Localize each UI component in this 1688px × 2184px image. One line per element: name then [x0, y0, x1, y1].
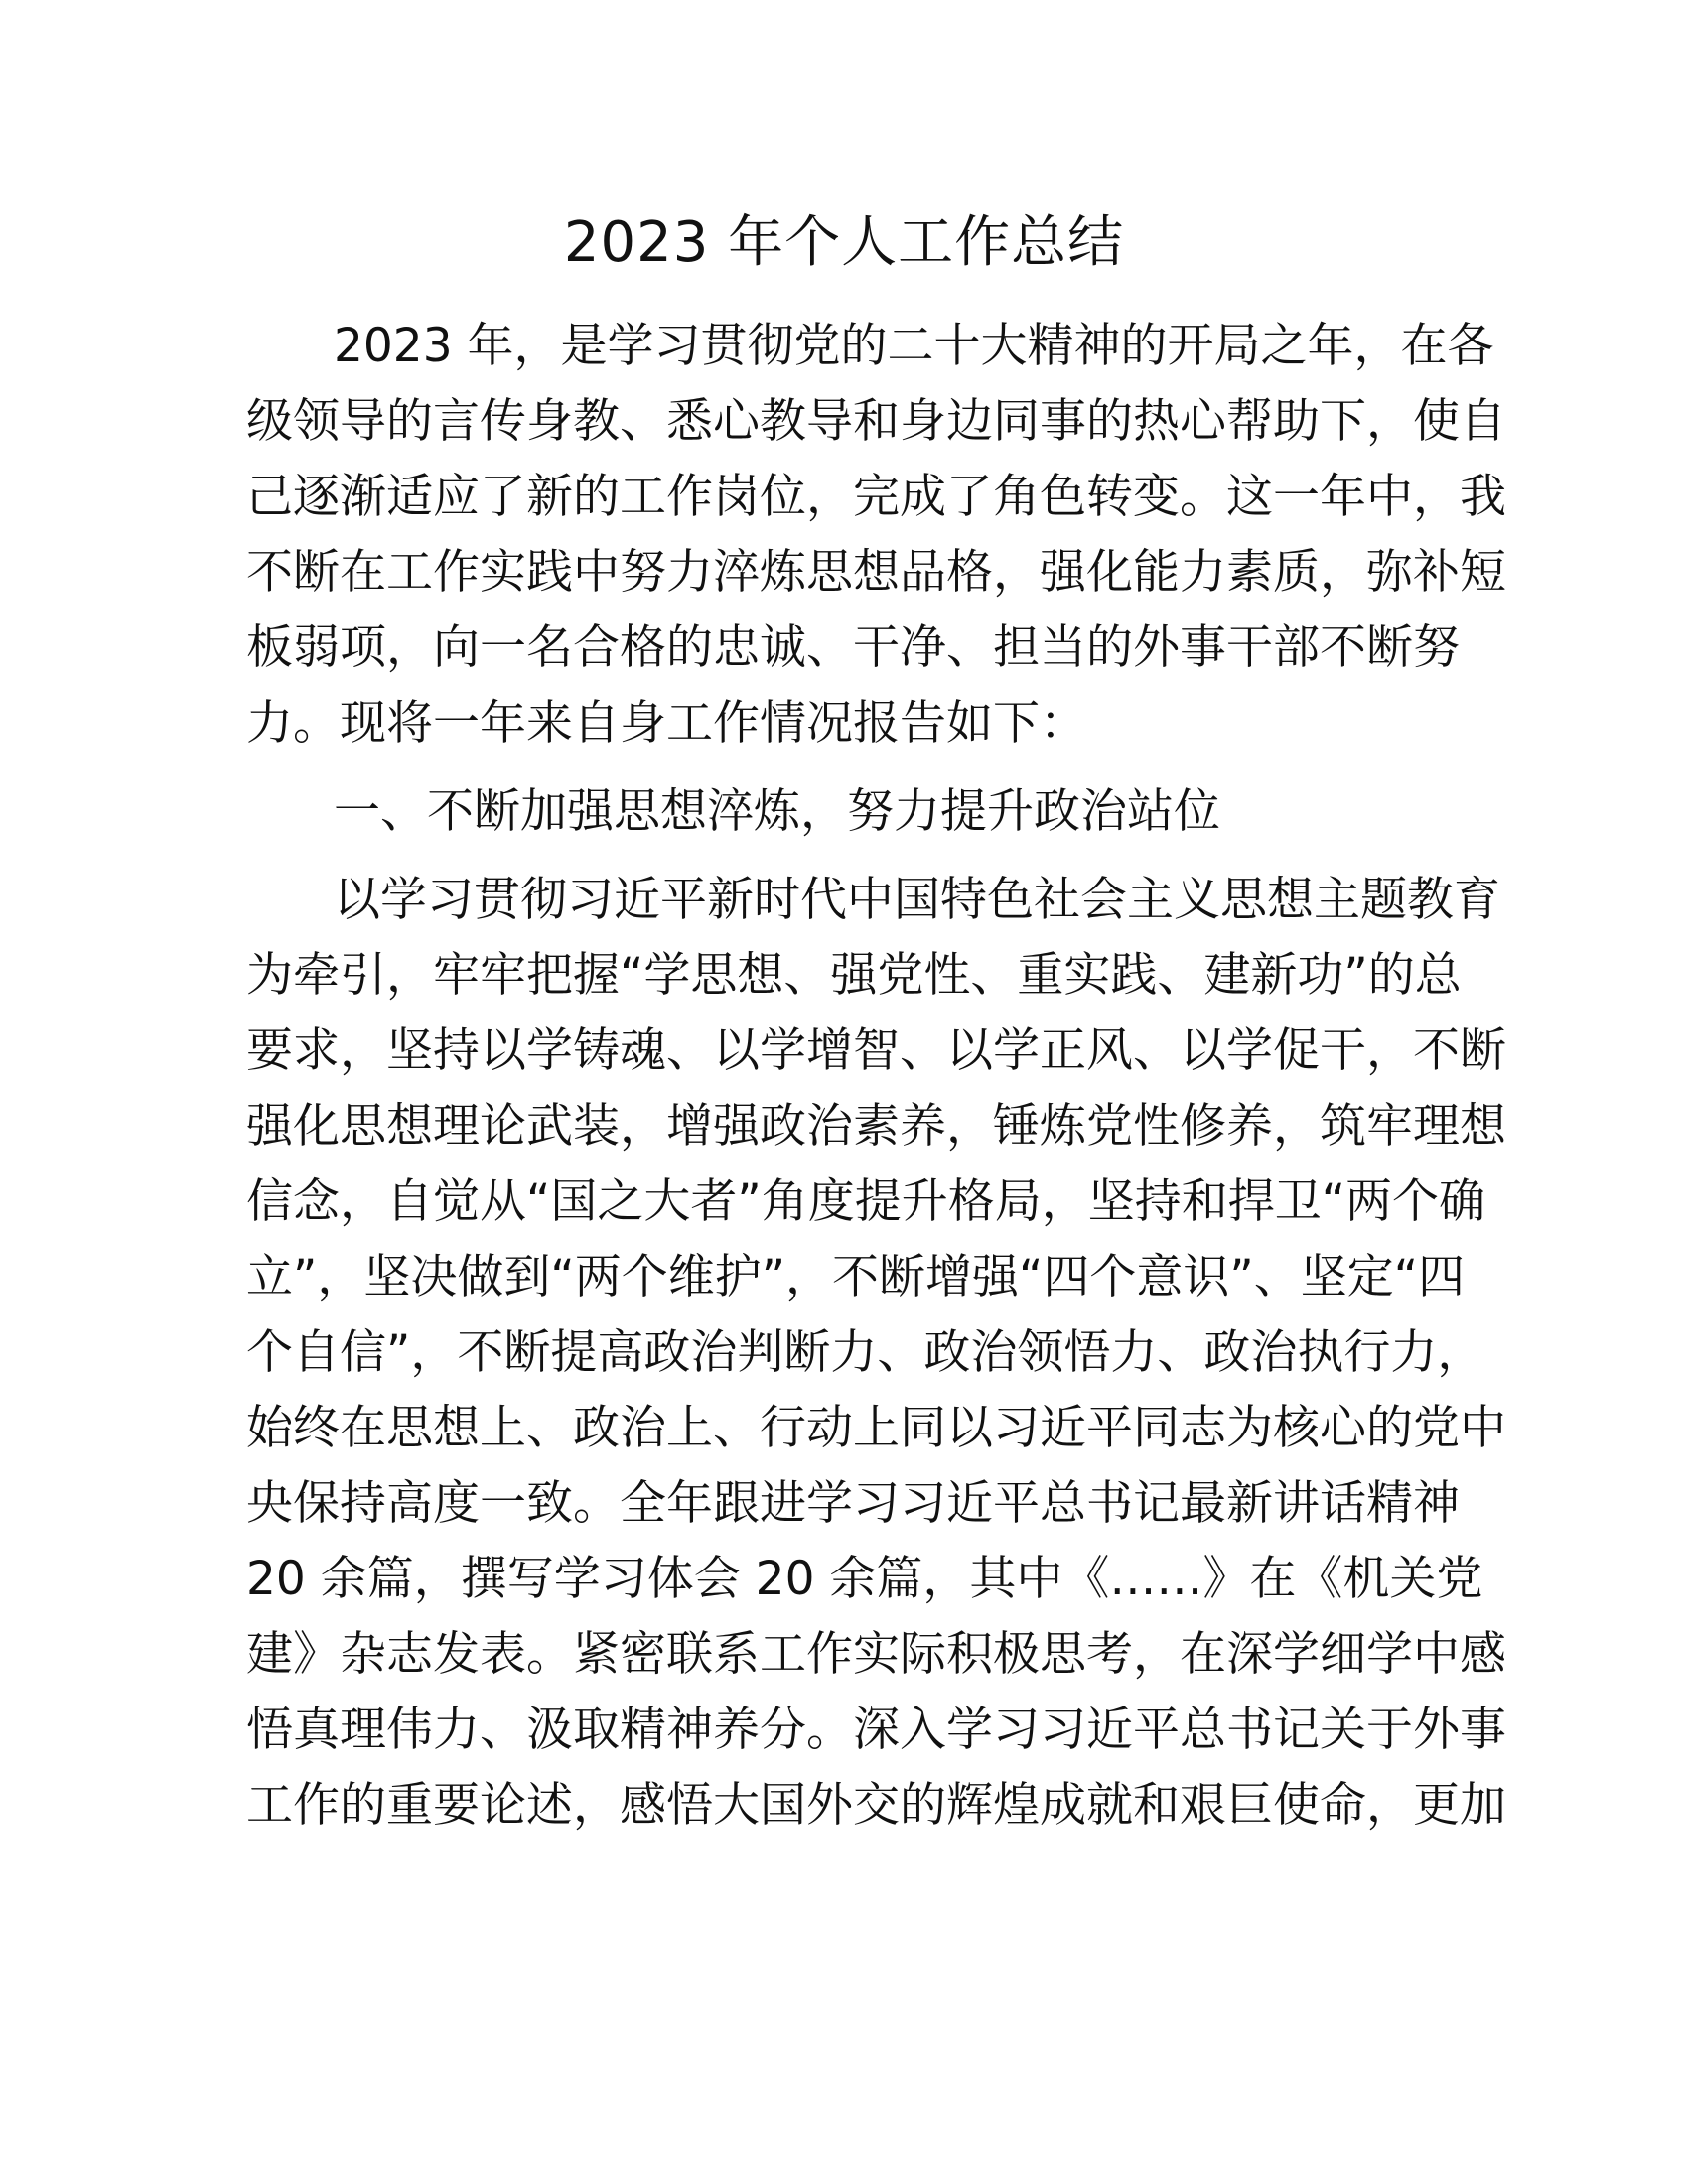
text-line: 始终在思想上、政治上、行动上同以习近平同志为核心的党中	[246, 1401, 1506, 1455]
text-line: 央保持高度一致。全年跟进学习习近平总书记最新讲话精神	[246, 1476, 1460, 1531]
text-line: 个自信”，不断提高政治判断力、政治领悟力、政治执行力，	[246, 1325, 1484, 1380]
text-line: 为牵引，牢牢把握“学思想、强党性、重实践、建新功”的总	[246, 948, 1462, 1003]
text-line: 20 余篇，撰写学习体会 20 余篇，其中《……》在《机关党	[246, 1552, 1483, 1606]
text-line: 力。现将一年来自身工作情况报告如下：	[246, 696, 1086, 751]
text-line: 建》杂志发表。紧密联系工作实际积极思考，在深学细学中感	[246, 1627, 1506, 1682]
text-line: 2023 年，是学习贯彻党的二十大精神的开局之年，在各	[334, 319, 1494, 373]
document-title: 2023 年个人工作总结	[563, 210, 1125, 275]
text-line: 级领导的言传身教、悉心教导和身边同事的热心帮助下，使自	[246, 394, 1506, 449]
text-line: 强化思想理论武装，增强政治素养，锤炼党性修养，筑牢理想	[246, 1099, 1506, 1154]
text-line: 不断在工作实践中努力淬炼思想品格，强化能力素质，弥补短	[246, 545, 1506, 600]
text-line: 立”，坚决做到“两个维护”，不断增强“四个意识”、坚定“四	[246, 1250, 1466, 1304]
text-line: 以学习贯彻习近平新时代中国特色社会主义思想主题教育	[334, 873, 1500, 927]
text-line: 要求，坚持以学铸魂、以学增智、以学正风、以学促干，不断	[246, 1024, 1506, 1078]
text-line: 悟真理伟力、汲取精神养分。深入学习习近平总书记关于外事	[246, 1703, 1506, 1757]
text-line: 工作的重要论述，感悟大国外交的辉煌成就和艰巨使命，更加	[246, 1778, 1506, 1833]
text-line: 板弱项，向一名合格的忠诚、干净、担当的外事干部不断努	[246, 620, 1460, 675]
section-heading: 一、不断加强思想淬炼，努力提升政治站位	[334, 784, 1220, 839]
text-line: 己逐渐适应了新的工作岗位，完成了角色转变。这一年中，我	[246, 470, 1506, 524]
text-line: 信念，自觉从“国之大者”角度提升格局，坚持和捍卫“两个确	[246, 1174, 1486, 1229]
